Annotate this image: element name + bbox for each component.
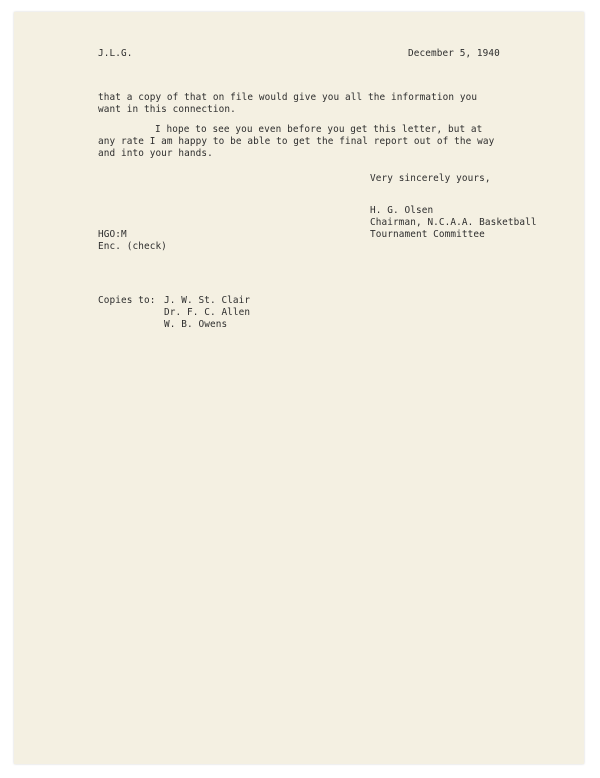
letter-page (14, 12, 584, 764)
paragraph-2-line-2: any rate I am happy to be able to get the final report out of the way (98, 136, 495, 147)
signer-title-line-1: Chairman, N.C.A.A. Basketball (370, 217, 537, 228)
copy-recipient: Dr. F. C. Allen (164, 307, 251, 318)
reference-initials: HGO:M (98, 229, 127, 240)
copy-recipient: W. B. Owens (164, 319, 228, 330)
enclosure-note: Enc. (check) (98, 241, 167, 252)
closing: Very sincerely yours, (370, 173, 491, 184)
paragraph-2-line-1: I hope to see you even before you get this letter, but at (155, 124, 483, 135)
paragraph-2-line-3: and into your hands. (98, 148, 213, 159)
recipient-initials: J.L.G. (98, 48, 133, 59)
copies-label: Copies to: (98, 295, 156, 306)
signer-name: H. G. Olsen (370, 205, 434, 216)
copy-recipient: J. W. St. Clair (164, 295, 251, 306)
signer-title-line-2: Tournament Committee (370, 229, 485, 240)
paragraph-1-line-2: want in this connection. (98, 104, 236, 115)
paragraph-1-line-1: that a copy of that on file would give you all the information you (98, 92, 478, 103)
letter-date: December 5, 1940 (408, 48, 500, 59)
